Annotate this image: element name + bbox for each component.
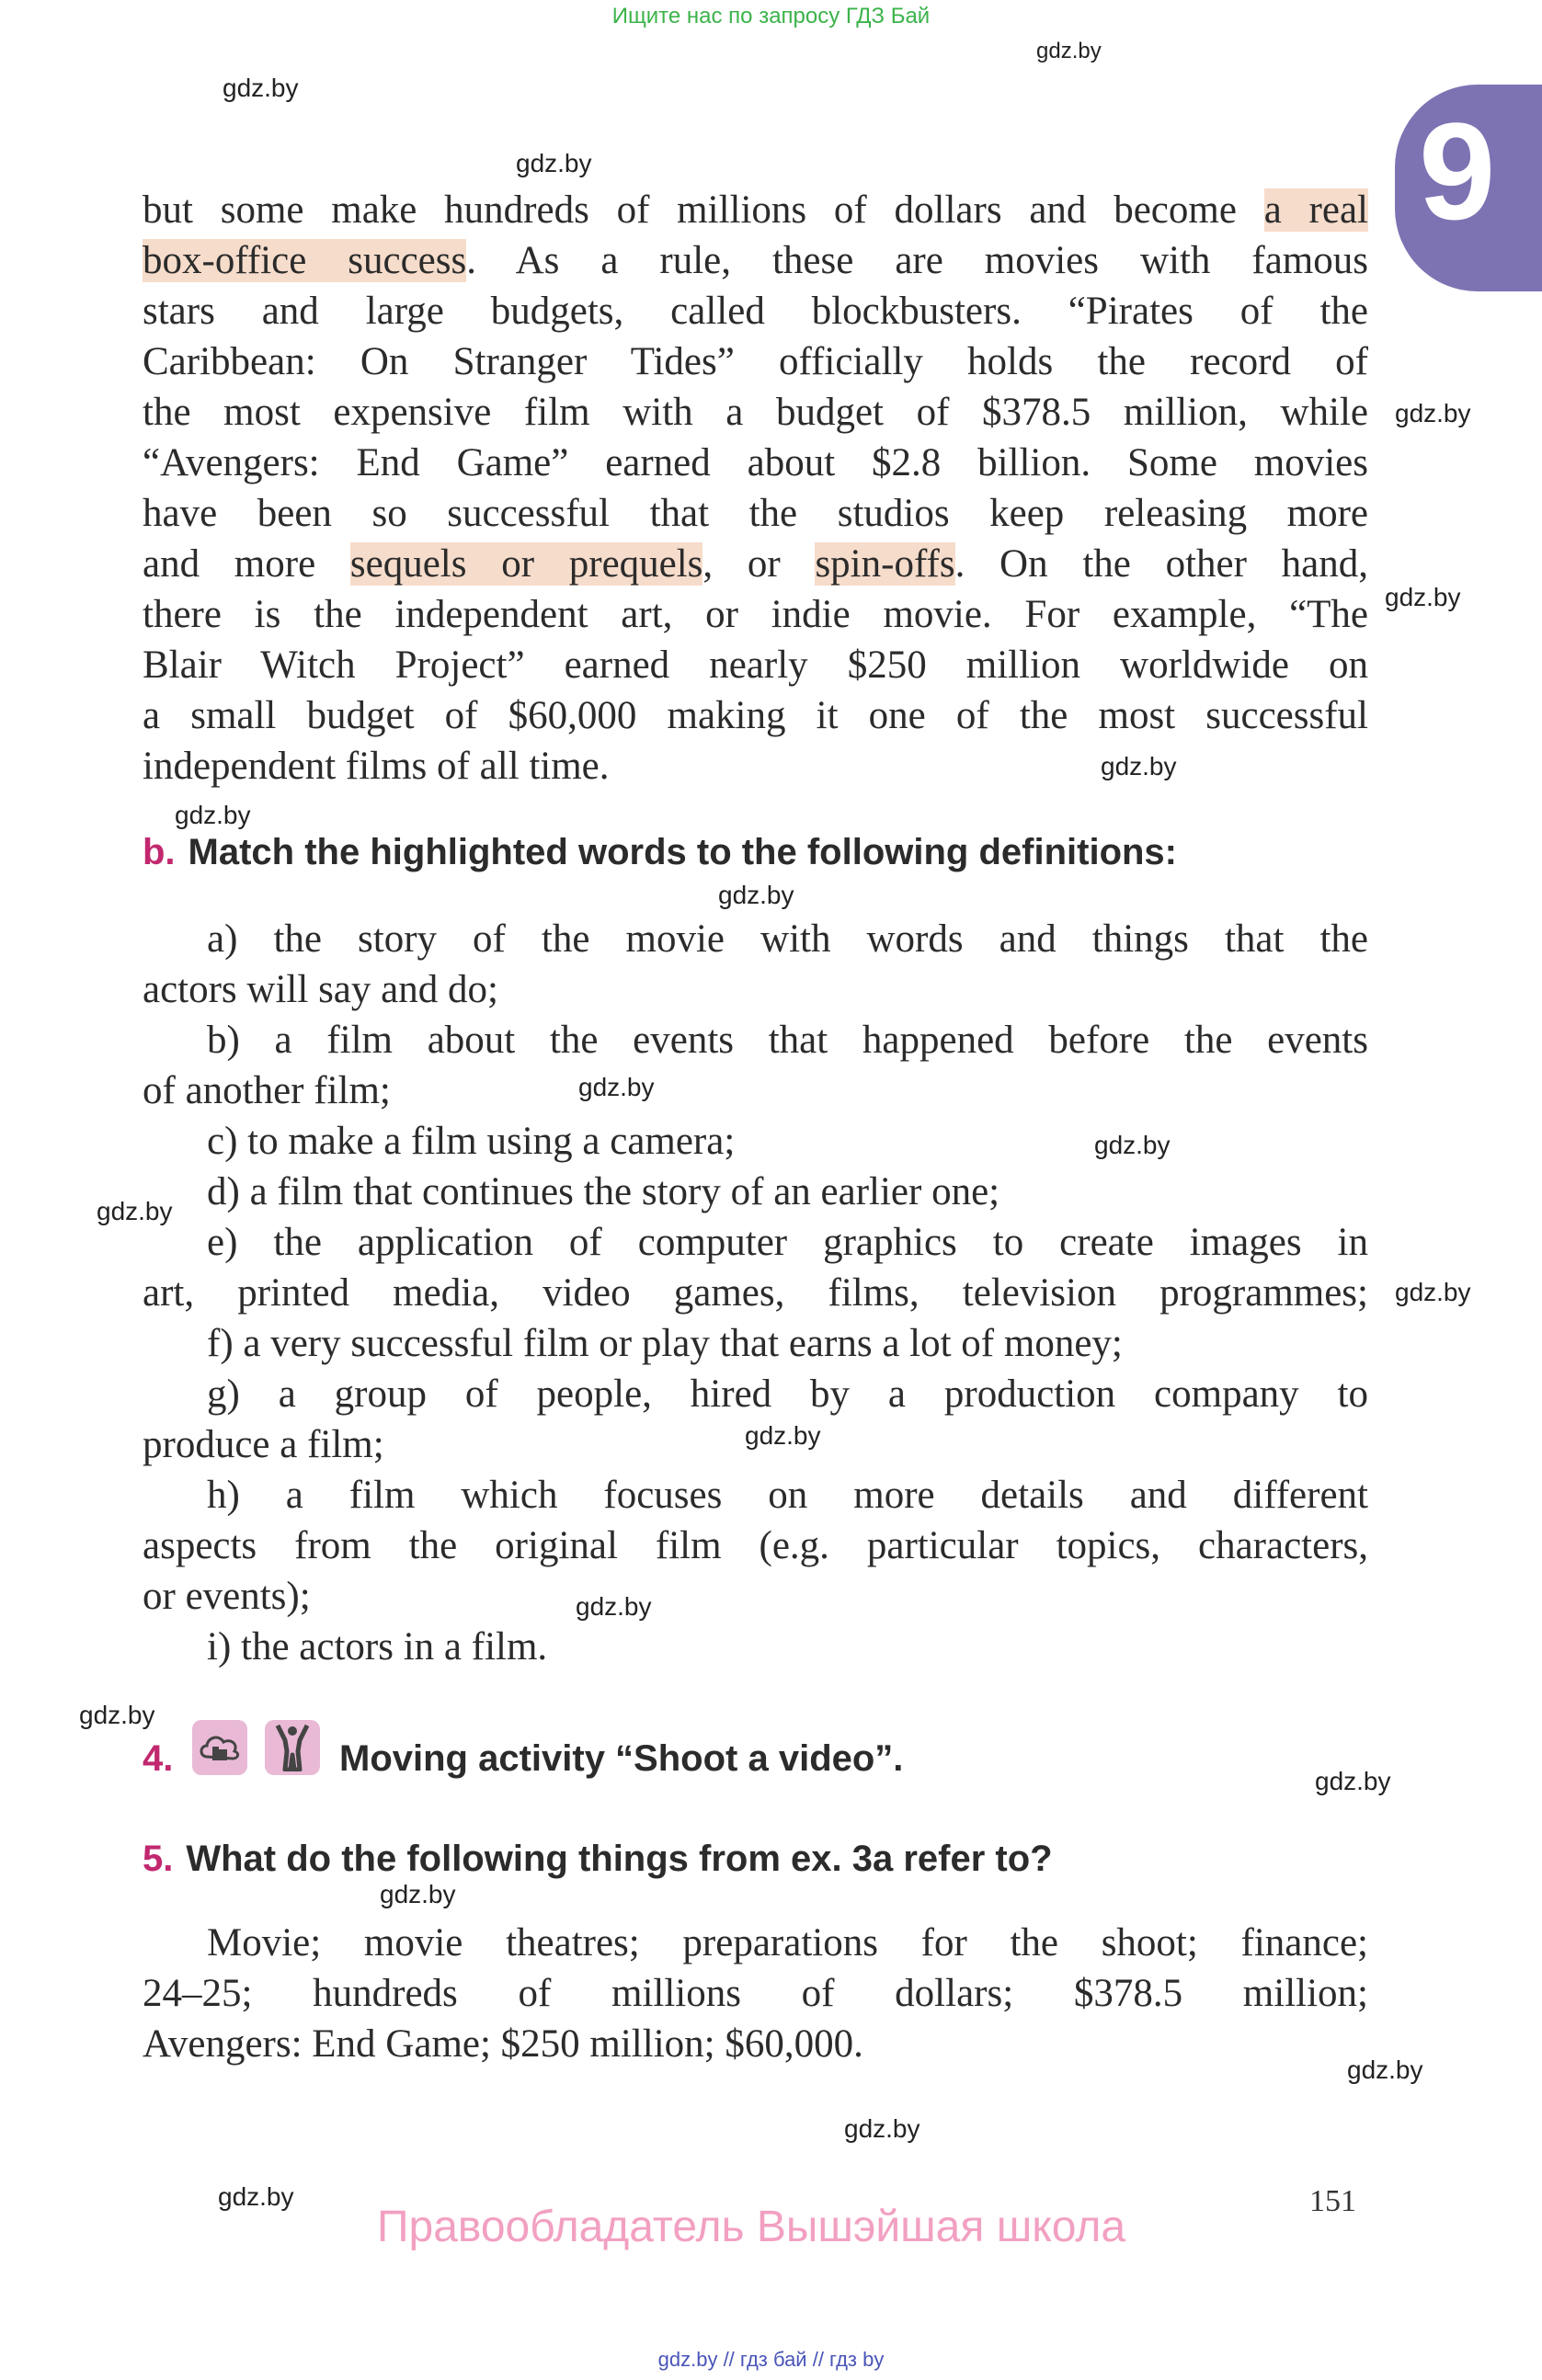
paragraph-line: Caribbean: On Stranger Tides” officially holds the record of xyxy=(143,340,1368,383)
person-arms-up-icon xyxy=(265,1720,320,1775)
watermark: gdz.by xyxy=(223,74,299,102)
watermark: gdz.by xyxy=(578,1073,655,1101)
top-search-link[interactable]: Ищите нас по запросу ГДЗ Бай xyxy=(611,4,931,28)
definitions-list xyxy=(143,914,1368,1672)
reading-paragraph xyxy=(143,185,1368,791)
definition-line: of another film; xyxy=(143,1069,391,1112)
page-number: 151 xyxy=(1309,2184,1356,2218)
definition-line: b) a film about the events that happened before the events xyxy=(207,1019,1368,1062)
watermark: gdz.by xyxy=(1347,2055,1423,2084)
paragraph-line: the most expensive film with a budget of $378.5 million, while xyxy=(143,391,1368,434)
definition-line: aspects from the original film (e.g. particular topics, characters, xyxy=(143,1524,1368,1567)
watermark: gdz.by xyxy=(1094,1131,1171,1159)
paragraph-line: independent films of all time. xyxy=(143,745,610,788)
paragraph-line: Blair Witch Project” earned nearly $250 million worldwide on xyxy=(143,643,1368,687)
definition-line: g) a group of people, hired by a production company to xyxy=(207,1372,1368,1416)
paragraph-line: stars and large budgets, called blockbusters. “Pirates of the xyxy=(143,290,1368,333)
paragraph-line: box-office success. As a rule, these are movies with famous xyxy=(143,239,1368,282)
paragraph-line: but some make hundreds of millions of dollars and become a real xyxy=(143,188,1368,232)
definition-line: i) the actors in a film. xyxy=(207,1625,548,1668)
watermark: gdz.by xyxy=(576,1592,652,1621)
watermark: gdz.by xyxy=(1315,1767,1391,1795)
watermark: gdz.by xyxy=(175,801,251,829)
rights-holder: Правообладатель Вышэйшая школа xyxy=(377,2203,1126,2251)
watermark: gdz.by xyxy=(745,1421,821,1450)
definition-line: actors will say and do; xyxy=(143,968,498,1011)
highlighted-term: a real xyxy=(1263,188,1368,232)
task-4-number: 4. xyxy=(143,1738,174,1779)
definition-line: art, printed media, video games, films, television programmes; xyxy=(143,1271,1368,1315)
definition-line: produce a film; xyxy=(143,1423,384,1466)
watermark: gdz.by xyxy=(844,2114,920,2143)
task-b-title: Match the highlighted words to the following definitions: xyxy=(188,832,1177,872)
cloud-folder-icon xyxy=(192,1720,247,1775)
watermark: gdz.by xyxy=(1036,39,1102,63)
definition-line: e) the application of computer graphics to create images in xyxy=(207,1221,1368,1264)
highlighted-term: spin-offs xyxy=(815,542,955,586)
watermark: gdz.by xyxy=(516,149,592,177)
watermark: gdz.by xyxy=(1395,399,1471,427)
highlighted-term: sequels or prequels xyxy=(349,542,703,586)
paragraph-line: and more sequels or prequels, or spin-offs. On the other hand, xyxy=(143,542,1368,586)
task-5-line: Avengers: End Game; $250 million; $60,000. xyxy=(143,2022,863,2066)
task-4-title: Moving activity “Shoot a video”. xyxy=(339,1738,904,1779)
paragraph-line: there is the independent art, or indie movie. For example, “The xyxy=(143,593,1368,636)
definition-line: c) to make a film using a camera; xyxy=(207,1120,736,1163)
watermark: gdz.by xyxy=(1385,583,1461,611)
highlighted-term: box-office success xyxy=(143,239,467,282)
watermark: gdz.by xyxy=(1395,1278,1471,1306)
task-5-line: 24–25; hundreds of millions of dollars; $378.5 million; xyxy=(143,1972,1368,2015)
task-number: 5. xyxy=(143,1839,174,1879)
task-b-heading xyxy=(143,832,1177,873)
footer-links[interactable]: gdz.by // гдз бай // гдз by xyxy=(657,2348,885,2371)
task-5-body xyxy=(143,1918,1368,2069)
task-5-heading xyxy=(143,1839,1053,1880)
watermark: gdz.by xyxy=(97,1197,173,1225)
watermark: gdz.by xyxy=(218,2182,294,2211)
definition-line: or events); xyxy=(143,1575,311,1618)
chapter-tab xyxy=(1395,85,1542,291)
paragraph-line: have been so successful that the studios keep releasing more xyxy=(143,492,1368,535)
chapter-number: 9 xyxy=(1419,94,1496,248)
task-5-line: Movie; movie theatres; preparations for the shoot; finance; xyxy=(207,1921,1368,1964)
definition-line: h) a film which focuses on more details and different xyxy=(207,1474,1368,1517)
definition-line: a) the story of the movie with words and things that the xyxy=(207,917,1368,961)
definition-line: d) a film that continues the story of an earlier one; xyxy=(207,1170,1000,1213)
task-letter: b. xyxy=(143,832,176,872)
watermark: gdz.by xyxy=(718,881,794,909)
watermark: gdz.by xyxy=(380,1880,456,1908)
paragraph-line: a small budget of $60,000 making it one of the most successful xyxy=(143,694,1368,737)
definition-line: f) a very successful film or play that earns a lot of money; xyxy=(207,1322,1123,1365)
watermark: gdz.by xyxy=(1101,752,1177,780)
task-5-title: What do the following things from ex. 3a refer to? xyxy=(186,1839,1053,1879)
paragraph-line: “Avengers: End Game” earned about $2.8 billion. Some movies xyxy=(143,441,1368,484)
watermark: gdz.by xyxy=(79,1701,155,1729)
